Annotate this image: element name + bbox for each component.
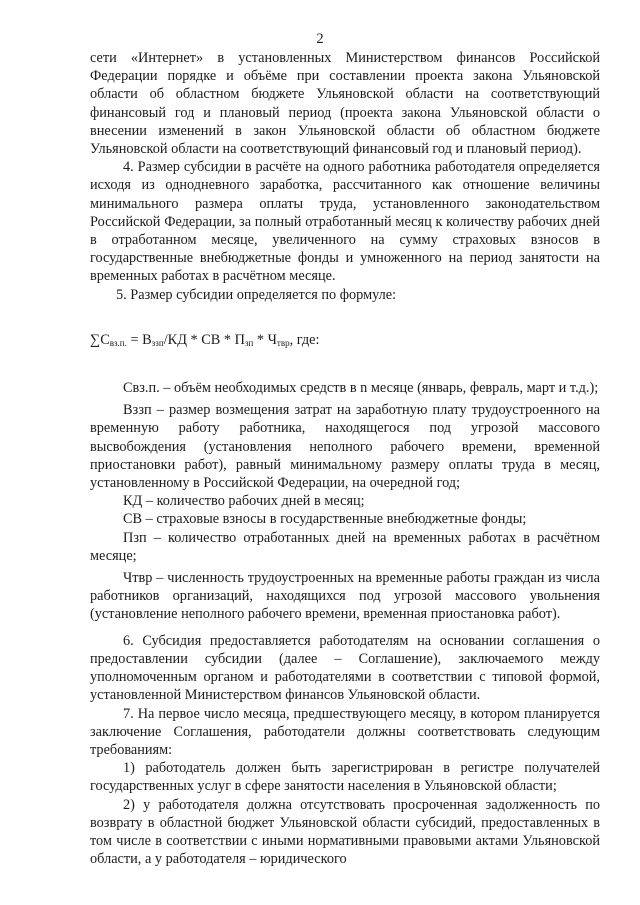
paragraph-7: 7. На первое число месяца, предшествующего месяцу, в котором планируется заключение Соглашения, работодатели должны соответствовать следующим требованиям: <box>90 705 600 758</box>
formula-star: * <box>253 331 268 348</box>
paragraph-4: 4. Размер субсидии в расчёте на одного работника работодателя определяется исходя из однодневного заработка, рассчитанного как отношение величины минимального размера оплаты труда, установленного законодательством Российской Федерации, за полный отработанный месяц к количеству рабочих дней в отработанном месяце, увеличенного на сумму страховых взносов в государственные внебюджетные фонды и умноженного на период занятости на временных работах в расчётном месяце. <box>90 159 600 285</box>
formula-p: П <box>234 331 245 348</box>
subsidy-formula <box>90 331 600 352</box>
definition-pzp: Пзп – количество отработанных дней на временных работах в расчётном месяце; <box>90 529 600 564</box>
formula-ch: Ч <box>267 331 277 348</box>
definition-kd: КД – количество рабочих дней в месяц; <box>123 493 365 510</box>
formula-mid: /КД * СВ * <box>163 331 235 348</box>
formula-p-sub: зп <box>244 337 254 348</box>
formula-b-sub: ззп <box>151 337 164 348</box>
formula-b: В <box>142 331 152 348</box>
page-number: 2 <box>316 31 324 47</box>
formula-eq: = <box>126 331 143 348</box>
paragraph-6: 6. Субсидия предоставляется работодателям на основании соглашения о предоставлении субсидии (далее – Соглашение), заключаемого между уполномоченным органом и работодателями в соответствии с типовой формой, установленной Министерством финансов Ульяновской области. <box>90 632 600 704</box>
formula-tail: , где: <box>289 331 320 348</box>
paragraph-7-item-1: 1) работодатель должен быть зарегистрирован в регистре получателей государственных услуг в сфере занятости населения в Ульяновской области; <box>90 760 600 795</box>
paragraph-7-item-2: 2) у работодателя должна отсутствовать просроченная задолженность по возврату в областной бюджет Ульяновской области субсидий, предоставленных в том числе в соответствии с иными нормативными правовыми актами Ульяновской области, а у работодателя – юридического <box>90 796 600 868</box>
definition-csvz: Cвз.п. – объём необходимых средств в n месяце (январь, февраль, март и т.д.); <box>123 380 599 397</box>
definition-chtvr: Чтвр – численность трудоустроенных на временные работы граждан из числа работников организаций, находящихся под угрозой массового увольнения (установление неполного рабочего времени, временная приостановка работ). <box>90 570 600 623</box>
formula-c-sub: вз.п. <box>109 337 127 348</box>
paragraph-continuation: сети «Интернет» в установленных Министерством финансов Российской Федерации порядке и объёме при составлении проекта закона Ульяновской области об областном бюджете Ульяновской области на соответствующий финансовый год и плановый период (проекта закона Ульяновской области о внесении изменений в закон Ульяновской области об областном бюджете Ульяновской области на соответствующий финансовый год и плановый период). <box>90 50 600 158</box>
paragraph-5: 5. Размер субсидии определяется по формуле: <box>116 286 397 303</box>
formula-c: С <box>100 331 110 348</box>
definition-sv: СВ – страховые взносы в государственные внебюджетные фонды; <box>123 511 527 528</box>
document-body <box>90 49 600 868</box>
formula-ch-sub: твр <box>276 337 290 348</box>
formula-sum-sign: ∑ <box>90 331 101 348</box>
definition-vzzp: Вззп – размер возмещения затрат на заработную плату трудоустроенного на временную работу работника, находящегося под угрозой массового высвобождения (установления неполного рабочего времени, временной приостановки работ), равный минимальному размеру оплаты труда в месяц, установленному в Российской Федерации, на очередной год; <box>90 402 600 492</box>
